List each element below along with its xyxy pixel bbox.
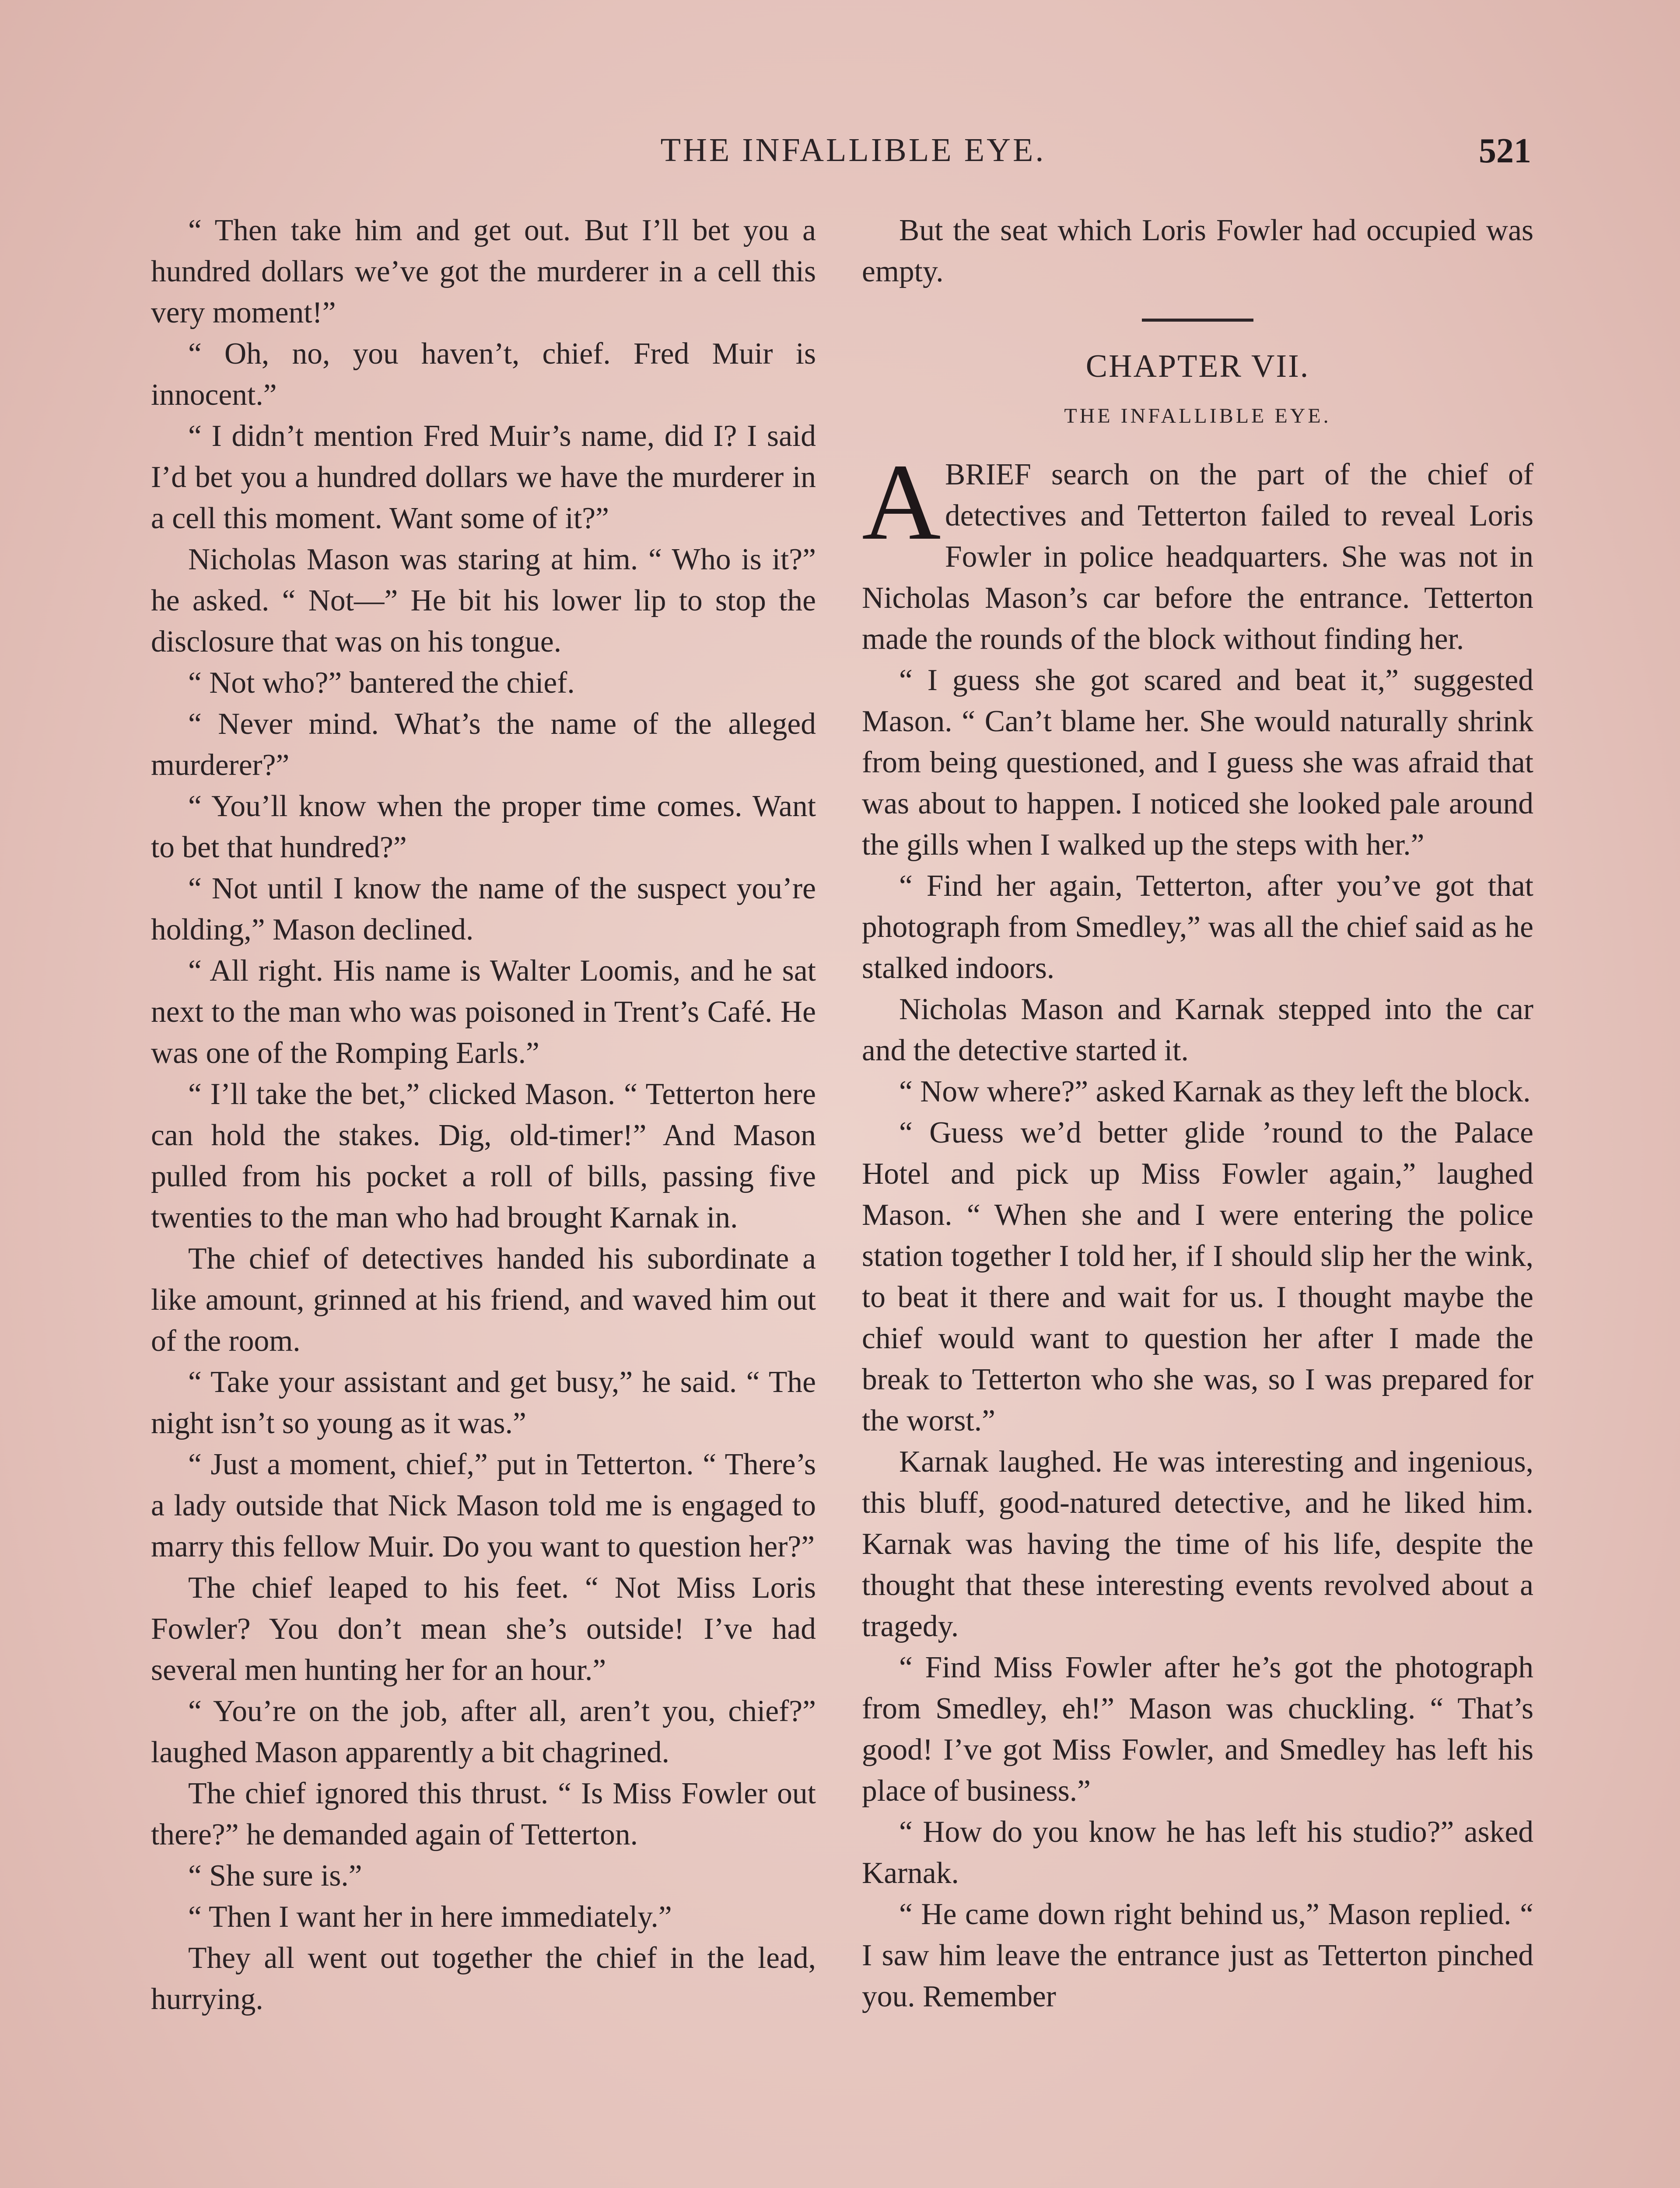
paragraph: “ Guess we’d better glide ’round to the Palace Hotel and pick up Miss Fowler again,” laughed Mason. “ When she and I were entering the police station together I told her, if I should slip her the wink, to beat it there and wait for us. I thought maybe the chief would want to question her after I made the break to Tetterton who she was, so I was prepared for the worst.” (862, 1116, 1533, 1438)
paragraph: “ Oh, no, you haven’t, chief. Fred Muir is innocent.” (151, 337, 816, 412)
paragraph: Karnak laughed. He was interesting and ingenious, this bluff, good-natured detective, and he liked him. Karnak was having the time of his life, despite the thought that these interesting events revolved about a tragedy. (862, 1445, 1533, 1643)
chapter-opening-text: BRIEF search on the part of the chief of detectives and Tetterton failed to reveal Loris Fowler in police headquarters. She was not in Nicholas Mason’s car before the entrance. Tetterton made the rounds of the block without finding her. (862, 458, 1533, 656)
drop-cap: A (862, 442, 941, 563)
paragraph: “ Then take him and get out. But I’ll bet you a hundred dollars we’ve got the murderer in a cell this very moment!” (151, 214, 816, 330)
paragraph: “ Never mind. What’s the name of the alleged murderer?” (151, 707, 816, 782)
paragraph: “ Not until I know the name of the suspect you’re holding,” Mason declined. (151, 872, 816, 947)
right-column (862, 210, 1533, 2017)
paragraph: “ Take your assistant and get busy,” he said. “ The night isn’t so young as it was.” (151, 1365, 816, 1440)
paragraph: “ I didn’t mention Fred Muir’s name, did I? I said I’d bet you a hundred dollars we have the murderer in a cell this moment. Want some of it?” (151, 419, 816, 535)
paragraph: “ How do you know he has left his studio?” asked Karnak. (862, 1815, 1533, 1890)
paragraph: “ Then I want her in here immediately.” (188, 1900, 672, 1934)
page-number: 521 (1479, 132, 1531, 170)
left-column (151, 210, 816, 2020)
paragraph: The chief leaped to his feet. “ Not Miss Loris Fowler? You don’t mean she’s outside! I’ve had several men hunting her for an hour.” (151, 1571, 816, 1687)
paragraph: “ All right. His name is Walter Loomis, and he sat next to the man who was poisoned in Trent’s Café. He was one of the Romping Earls.” (151, 954, 816, 1070)
paragraph: The chief ignored this thrust. “ Is Miss Fowler out there?” he demanded again of Tetterton. (151, 1777, 816, 1851)
paragraph: “ Find her again, Tetterton, after you’ve got that photograph from Smedley,” was all the chief said as he stalked indoors. (862, 869, 1533, 985)
chapter-subtitle: THE INFALLIBLE EYE. (1064, 404, 1331, 428)
running-title: THE INFALLIBLE EYE. (660, 132, 1046, 168)
paragraph: “ You’ll know when the proper time comes. Want to bet that hundred?” (151, 789, 816, 864)
section-divider (1142, 319, 1253, 322)
paragraph: “ I guess she got scared and beat it,” suggested Mason. “ Can’t blame her. She would naturally shrink from being questioned, and I guess she was afraid that was about to happen. I noticed she looked pale around the gills when I walked up the steps with her.” (862, 663, 1533, 862)
paragraph: Nicholas Mason was staring at him. “ Who is it?” he asked. “ Not—” He bit his lower lip to stop the disclosure that was on his tongue. (151, 543, 816, 659)
paragraph: “ Now where?” asked Karnak as they left the block. (899, 1075, 1531, 1108)
paragraph: “ You’re on the job, after all, aren’t you, chief?” laughed Mason apparently a bit chagrined. (151, 1694, 816, 1769)
paragraph: They all went out together the chief in the lead, hurrying. (151, 1941, 816, 2016)
paragraph: But the seat which Loris Fowler had occupied was empty. (862, 214, 1533, 288)
paragraph: The chief of detectives handed his subordinate a like amount, grinned at his friend, and waved him out of the room. (151, 1242, 816, 1358)
paragraph: “ I’ll take the bet,” clicked Mason. “ Tetterton here can hold the stakes. Dig, old-timer!” And Mason pulled from his pocket a roll of bills, passing five twenties to the man who had brought Karnak in. (151, 1077, 816, 1234)
chapter-opening-paragraph (862, 442, 1533, 660)
paragraph: “ Find Miss Fowler after he’s got the photograph from Smedley, eh!” Mason was chuckling. “ That’s good! I’ve got Miss Fowler, and Smedley has left his place of business.” (862, 1651, 1533, 1808)
paragraph: “ Not who?” bantered the chief. (188, 666, 575, 700)
paragraph: “ He came down right behind us,” Mason replied. “ I saw him leave the entrance just as Tetterton pinched you. Remember (862, 1897, 1533, 2013)
paragraph: Nicholas Mason and Karnak stepped into the car and the detective started it. (862, 992, 1533, 1067)
paragraph: “ Just a moment, chief,” put in Tetterton. “ There’s a lady outside that Nick Mason told me is engaged to marry this fellow Muir. Do you want to question her?” (151, 1448, 816, 1564)
chapter-heading: CHAPTER VII. (1085, 348, 1310, 384)
paragraph: “ She sure is.” (188, 1859, 362, 1893)
